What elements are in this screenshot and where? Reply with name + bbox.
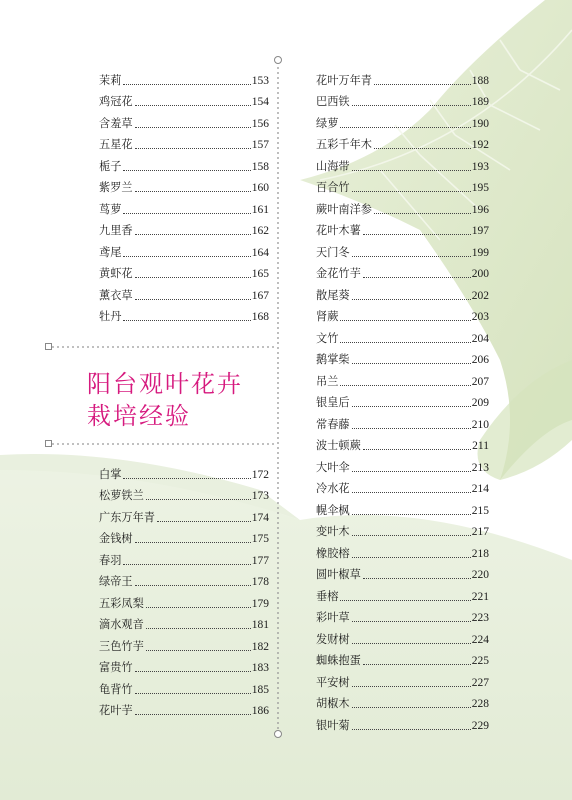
toc-entry-page-number: 196 [471, 203, 489, 216]
toc-entry-title: 百合竹 [316, 181, 350, 194]
toc-entry-page-number: 185 [251, 683, 269, 696]
toc-dot-leader [135, 693, 251, 694]
toc-dot-leader [352, 535, 471, 536]
toc-entry-page-number: 210 [471, 418, 489, 431]
toc-entry[interactable] [316, 496, 489, 518]
toc-entry[interactable] [99, 238, 269, 260]
toc-dot-leader [363, 277, 471, 278]
toc-entry-page-number: 227 [471, 676, 489, 689]
toc-entry-title: 圆叶椒草 [316, 568, 361, 581]
toc-entry[interactable] [316, 88, 489, 110]
toc-entry-title: 茑萝 [99, 202, 122, 216]
toc-entry-title: 广东万年青 [99, 510, 155, 524]
section-rule-bottom [46, 440, 276, 448]
toc-dot-leader [363, 449, 471, 450]
toc-entry-page-number: 174 [251, 511, 269, 524]
toc-entry-page-number: 192 [471, 139, 489, 151]
toc-dot-leader [352, 621, 471, 622]
toc-entry-title: 花叶万年青 [316, 73, 372, 87]
toc-entry-page-number: 181 [251, 619, 269, 631]
toc-dot-leader [352, 363, 471, 364]
toc-entry[interactable] [316, 389, 489, 411]
toc-entry[interactable] [99, 503, 269, 525]
toc-entry-title: 富贵竹 [99, 661, 133, 674]
toc-entry-title: 大叶伞 [316, 460, 350, 474]
toc-list-left-bottom [99, 460, 269, 718]
toc-entry-page-number: 154 [251, 96, 269, 108]
toc-entry-page-number: 167 [251, 289, 269, 302]
toc-dot-leader [340, 600, 470, 601]
toc-entry-page-number: 164 [251, 246, 269, 259]
toc-entry[interactable] [316, 690, 489, 712]
toc-entry[interactable] [99, 281, 269, 303]
toc-dot-leader [135, 585, 251, 586]
toc-entry-page-number: 188 [471, 74, 489, 87]
toc-entry[interactable] [316, 367, 489, 389]
toc-entry-title: 变叶木 [316, 525, 350, 538]
toc-entry-page-number: 183 [251, 662, 269, 674]
vertical-divider [272, 56, 284, 740]
toc-entry-page-number: 229 [471, 719, 489, 732]
toc-dot-leader [352, 256, 471, 257]
toc-entry-title: 发财树 [316, 632, 350, 646]
toc-entry-title: 五彩千年木 [316, 138, 372, 151]
toc-dot-leader [363, 664, 471, 665]
toc-entry-page-number: 213 [471, 461, 489, 474]
toc-dot-leader [123, 213, 250, 214]
toc-entry[interactable] [316, 303, 489, 325]
toc-entry-title: 五星花 [99, 138, 133, 151]
toc-entry-title: 巴西铁 [316, 95, 350, 108]
toc-entry-page-number: 220 [471, 569, 489, 581]
toc-entry-title: 绿萝 [316, 116, 339, 130]
toc-dot-leader [135, 105, 251, 106]
toc-entry-title: 橡胶榕 [316, 546, 350, 560]
toc-entry-title: 金花竹芋 [316, 267, 361, 280]
toc-entry[interactable] [316, 324, 489, 346]
toc-entry[interactable] [316, 238, 489, 260]
toc-entry[interactable] [316, 711, 489, 733]
toc-entry-page-number: 214 [471, 483, 489, 495]
toc-entry[interactable] [99, 654, 269, 676]
toc-entry[interactable] [99, 675, 269, 697]
toc-entry-page-number: 172 [251, 468, 269, 481]
toc-entry-page-number: 153 [251, 74, 269, 87]
toc-entry[interactable] [316, 109, 489, 131]
toc-entry-page-number: 158 [251, 160, 269, 173]
section-rule-bottom-square [45, 440, 52, 447]
toc-entry-title: 肾蕨 [316, 310, 339, 323]
toc-entry-page-number: 173 [251, 490, 269, 502]
toc-entry-title: 三色竹芋 [99, 639, 144, 653]
toc-list-right [316, 66, 489, 733]
toc-entry-page-number: 202 [471, 289, 489, 302]
toc-entry[interactable] [99, 546, 269, 568]
toc-entry[interactable] [99, 217, 269, 239]
toc-entry-title: 山海带 [316, 159, 350, 173]
toc-entry-page-number: 162 [251, 225, 269, 237]
toc-entry-page-number: 197 [471, 225, 489, 237]
toc-dot-leader [123, 478, 250, 479]
toc-dot-leader [135, 714, 251, 715]
toc-entry-page-number: 157 [251, 139, 269, 151]
toc-entry[interactable] [99, 697, 269, 719]
toc-dot-leader [135, 191, 251, 192]
divider-top-circle [274, 56, 282, 64]
toc-dot-leader [123, 84, 250, 85]
toc-entry[interactable] [316, 625, 489, 647]
toc-entry[interactable] [99, 131, 269, 153]
toc-entry-title: 波士顿蕨 [316, 439, 361, 452]
toc-dot-leader [123, 320, 250, 321]
toc-entry-page-number: 203 [471, 311, 489, 323]
toc-entry[interactable] [99, 611, 269, 633]
toc-entry[interactable] [316, 518, 489, 540]
toc-entry-title: 银叶菊 [316, 718, 350, 732]
toc-entry[interactable] [316, 410, 489, 432]
toc-dot-leader [123, 170, 250, 171]
toc-entry[interactable] [316, 539, 489, 561]
toc-entry-page-number: 160 [251, 182, 269, 194]
toc-dot-leader [374, 148, 471, 149]
toc-entry-title: 九里香 [99, 224, 133, 237]
toc-list-left-top [99, 66, 269, 324]
toc-dot-leader [352, 707, 471, 708]
toc-entry[interactable] [99, 174, 269, 196]
toc-entry-page-number: 186 [251, 705, 269, 717]
toc-entry-title: 蜘蛛抱蛋 [316, 654, 361, 667]
toc-entry-title: 鹅掌柴 [316, 353, 350, 366]
toc-dot-leader [352, 406, 471, 407]
toc-entry-page-number: 218 [471, 547, 489, 560]
toc-dot-leader [352, 299, 471, 300]
toc-entry[interactable] [316, 217, 489, 239]
toc-entry-title: 吊兰 [316, 374, 339, 388]
toc-dot-leader [352, 105, 471, 106]
toc-dot-leader [352, 471, 471, 472]
toc-entry-page-number: 199 [471, 246, 489, 259]
toc-entry-page-number: 193 [471, 160, 489, 173]
toc-entry-page-number: 177 [251, 554, 269, 567]
toc-dot-leader [123, 564, 250, 565]
toc-dot-leader [146, 628, 251, 629]
toc-entry-title: 春羽 [99, 553, 122, 567]
toc-dot-leader [352, 557, 471, 558]
toc-entry-title: 常春藤 [316, 417, 350, 431]
toc-entry[interactable] [316, 281, 489, 303]
toc-entry-page-number: 195 [471, 182, 489, 194]
toc-entry-page-number: 204 [471, 332, 489, 345]
toc-entry[interactable] [316, 561, 489, 583]
toc-entry[interactable] [99, 152, 269, 174]
toc-entry-title: 绿帝王 [99, 575, 133, 588]
toc-entry[interactable] [316, 582, 489, 604]
toc-entry[interactable] [99, 589, 269, 611]
toc-entry-page-number: 207 [471, 375, 489, 388]
toc-dot-leader [363, 234, 471, 235]
toc-dot-leader [146, 499, 251, 500]
toc-entry[interactable] [99, 195, 269, 217]
toc-entry-page-number: 206 [471, 354, 489, 366]
toc-entry-page-number: 182 [251, 640, 269, 653]
toc-entry-title: 五彩凤梨 [99, 596, 144, 610]
section-rule-top-square [45, 343, 52, 350]
toc-dot-leader [340, 342, 470, 343]
toc-entry-page-number: 190 [471, 117, 489, 130]
toc-dot-leader [374, 84, 471, 85]
toc-entry-title: 平安树 [316, 675, 350, 689]
toc-entry[interactable] [99, 568, 269, 590]
toc-entry-page-number: 215 [471, 504, 489, 517]
toc-entry-title: 冷水花 [316, 482, 350, 495]
toc-dot-leader [352, 686, 471, 687]
toc-dot-leader [352, 514, 471, 515]
toc-entry-page-number: 156 [251, 117, 269, 130]
toc-entry-title: 彩叶草 [316, 611, 350, 624]
toc-entry-title: 银皇后 [316, 396, 350, 409]
toc-entry-title: 花叶芋 [99, 704, 133, 717]
toc-entry-page-number: 224 [471, 633, 489, 646]
toc-entry[interactable] [99, 303, 269, 325]
toc-entry[interactable] [316, 260, 489, 282]
toc-entry-title: 白掌 [99, 467, 122, 481]
toc-entry[interactable] [99, 109, 269, 131]
toc-dot-leader [146, 650, 251, 651]
toc-entry-title: 薰衣草 [99, 288, 133, 302]
toc-entry-title: 栀子 [99, 159, 122, 173]
toc-entry-page-number: 189 [471, 96, 489, 108]
toc-dot-leader [135, 148, 251, 149]
toc-entry[interactable] [316, 432, 489, 454]
toc-entry-title: 松萝铁兰 [99, 489, 144, 502]
toc-entry-title: 金钱树 [99, 532, 133, 545]
toc-entry[interactable] [99, 260, 269, 282]
toc-entry-title: 蕨叶南洋参 [316, 202, 372, 216]
toc-entry-title: 天门冬 [316, 245, 350, 259]
toc-dot-leader [340, 320, 470, 321]
toc-entry-title: 文竹 [316, 331, 339, 345]
section-heading-line-2: 栽培经验 [87, 402, 191, 430]
toc-entry-title: 花叶木薯 [316, 224, 361, 237]
toc-dot-leader [352, 729, 471, 730]
toc-entry[interactable] [316, 131, 489, 153]
toc-entry-title: 龟背竹 [99, 682, 133, 696]
toc-dot-leader [135, 234, 251, 235]
toc-entry[interactable] [316, 346, 489, 368]
toc-entry-page-number: 200 [471, 268, 489, 280]
toc-dot-leader [135, 299, 251, 300]
toc-entry[interactable] [99, 482, 269, 504]
toc-entry-page-number: 168 [251, 311, 269, 323]
toc-entry[interactable] [316, 647, 489, 669]
toc-entry[interactable] [99, 66, 269, 88]
toc-entry-title: 鸢尾 [99, 245, 122, 259]
toc-entry-title: 滴水观音 [99, 618, 144, 631]
section-heading [87, 368, 243, 432]
toc-dot-leader [340, 385, 470, 386]
toc-dot-leader [135, 127, 251, 128]
toc-dot-leader [135, 542, 251, 543]
toc-entry-page-number: 178 [251, 576, 269, 588]
toc-dot-leader [157, 521, 251, 522]
toc-entry-title: 茉莉 [99, 73, 122, 87]
toc-entry[interactable] [99, 88, 269, 110]
toc-dot-leader [352, 170, 471, 171]
toc-entry[interactable] [99, 525, 269, 547]
toc-dot-leader [363, 578, 471, 579]
toc-dot-leader [340, 127, 470, 128]
toc-entry-page-number: 165 [251, 268, 269, 280]
toc-dot-leader [374, 213, 471, 214]
toc-dot-leader [352, 492, 471, 493]
toc-dot-leader [352, 428, 471, 429]
toc-entry[interactable] [316, 174, 489, 196]
toc-entry[interactable] [316, 453, 489, 475]
toc-entry-page-number: 225 [471, 655, 489, 667]
toc-entry-page-number: 209 [471, 397, 489, 409]
toc-entry[interactable] [99, 632, 269, 654]
toc-dot-leader [146, 607, 251, 608]
toc-entry[interactable] [99, 460, 269, 482]
toc-entry[interactable] [316, 475, 489, 497]
toc-entry-title: 含羞草 [99, 116, 133, 130]
section-rule-top [46, 343, 276, 351]
toc-entry-page-number: 223 [471, 612, 489, 624]
toc-entry-page-number: 179 [251, 597, 269, 610]
toc-entry-page-number: 228 [471, 698, 489, 710]
toc-entry-title: 鸡冠花 [99, 95, 133, 108]
toc-entry-page-number: 211 [472, 440, 489, 452]
toc-entry-page-number: 161 [251, 203, 269, 216]
toc-dot-leader [352, 191, 471, 192]
toc-entry-title: 紫罗兰 [99, 181, 133, 194]
toc-dot-leader [123, 256, 250, 257]
toc-entry[interactable] [316, 195, 489, 217]
toc-entry-title: 黄虾花 [99, 267, 133, 280]
toc-dot-leader [352, 643, 471, 644]
divider-bottom-circle [274, 730, 282, 738]
toc-entry-page-number: 221 [471, 590, 489, 603]
toc-dot-leader [135, 277, 251, 278]
toc-entry-title: 散尾葵 [316, 288, 350, 302]
toc-entry-page-number: 175 [251, 533, 269, 545]
toc-entry[interactable] [316, 66, 489, 88]
toc-dot-leader [135, 671, 251, 672]
toc-entry-title: 幌伞枫 [316, 503, 350, 517]
toc-entry-title: 胡椒木 [316, 697, 350, 710]
toc-entry-page-number: 217 [471, 526, 489, 538]
section-heading-line-1: 阳台观叶花卉 [87, 370, 243, 398]
toc-entry-title: 牡丹 [99, 310, 122, 323]
toc-entry-title: 垂榕 [316, 589, 339, 603]
toc-entry[interactable] [316, 604, 489, 626]
toc-entry[interactable] [316, 668, 489, 690]
toc-entry[interactable] [316, 152, 489, 174]
